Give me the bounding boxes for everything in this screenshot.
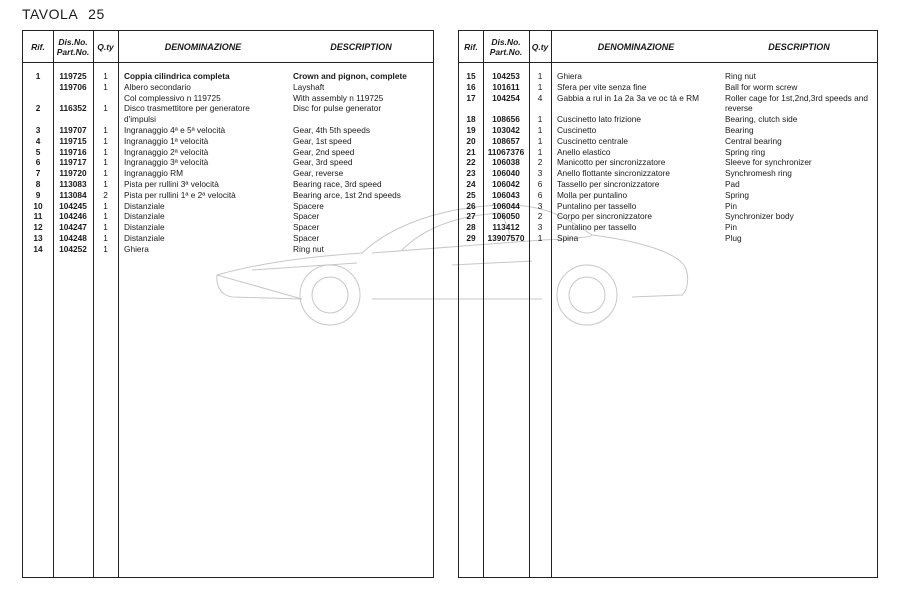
row-description: Spacer (293, 211, 320, 222)
page-title-label: TAVOLA (22, 6, 79, 22)
row-qty: 3 (537, 222, 543, 233)
row-qty: 1 (103, 243, 108, 254)
row-part-no: 119716 (59, 146, 87, 157)
row-qty: 2 (537, 157, 543, 168)
table-row (23, 179, 433, 190)
table-row (459, 114, 877, 125)
table-row (459, 93, 877, 104)
table-row (459, 168, 877, 179)
row-part-no: 13907570 (487, 232, 525, 243)
row-qty: 1 (537, 114, 543, 125)
row-qty: 1 (537, 232, 543, 243)
row-qty: 2 (537, 211, 543, 222)
row-denominazione: Cuscinetto centrale (557, 135, 629, 146)
row-denominazione: Cuscinetto (557, 124, 597, 135)
row-description: Sleeve for synchronizer (725, 157, 812, 168)
table-row (23, 136, 433, 147)
row-description: Disc for pulse generator (293, 103, 382, 114)
row-rif: 2 (35, 103, 41, 114)
row-rif: 26 (466, 200, 476, 211)
row-qty: 1 (103, 222, 108, 233)
row-denominazione: Ingranaggio RM (124, 168, 184, 179)
row-description: Synchronizer body (725, 211, 794, 222)
table-row (23, 157, 433, 168)
header-rif: Rif. (31, 41, 45, 52)
row-rif: 23 (466, 168, 476, 179)
row-part-no: 104253 (492, 71, 520, 81)
row-rif: 18 (466, 114, 476, 125)
header-description-right: DESCRIPTION (768, 41, 830, 52)
row-description: Pin (725, 200, 737, 211)
row-description: Gear, 2nd speed (293, 146, 355, 157)
row-denominazione: Cuscinetto lato frizione (557, 114, 641, 125)
header-dis-no-right: Dis.No. (491, 36, 521, 47)
row-part-no: 106044 (492, 200, 520, 211)
row-denominazione: Spina (557, 232, 579, 243)
row-rif: 24 (466, 178, 476, 189)
table-row (23, 93, 433, 104)
row-part-no: 101611 (492, 81, 520, 92)
row-qty: 1 (537, 146, 543, 157)
row-denominazione: Ingranaggio 2ª velocità (124, 146, 209, 157)
row-rif: 20 (466, 135, 476, 146)
row-denominazione: Distanziale (124, 211, 165, 222)
parts-table-left (22, 30, 434, 578)
row-rif: 16 (466, 81, 476, 92)
row-rif: 10 (33, 200, 43, 211)
row-description: Gear, 4th 5th speeds (293, 124, 371, 135)
row-denominazione: Ghiera (557, 71, 582, 81)
parts-table-right (458, 30, 878, 578)
header-dis-part (53, 31, 93, 62)
row-denominazione: Ingranaggio 4ª e 5ª velocità (124, 124, 226, 135)
row-part-no: 106040 (492, 168, 520, 179)
row-qty: 1 (537, 135, 543, 146)
row-qty: 4 (537, 92, 543, 103)
header-qty: Q.ty (97, 41, 114, 52)
row-denominazione: Puntalino per tassello (557, 222, 637, 233)
row-rif: 15 (466, 71, 476, 81)
table-row (459, 82, 877, 93)
row-denominazione: Albero secondario (124, 81, 191, 92)
row-description: Pin (725, 222, 737, 233)
row-qty: 1 (537, 71, 543, 81)
row-denominazione: Ghiera (124, 243, 149, 254)
row-rif: 4 (35, 135, 41, 146)
row-rif: 21 (466, 146, 476, 157)
table-row (23, 114, 433, 125)
row-description: Gear, reverse (293, 168, 344, 179)
row-part-no: 106038 (492, 157, 520, 168)
row-part-no: 104246 (59, 211, 87, 222)
right-rows (459, 71, 877, 244)
row-qty: 1 (103, 168, 108, 179)
row-denominazione: Molla per puntalino (557, 189, 628, 200)
table-row (23, 201, 433, 212)
table-row (23, 211, 433, 222)
table-row (459, 157, 877, 168)
row-description: Ball for worm screw (725, 81, 798, 92)
row-denominazione: Anello flottante sincronizzatore (557, 168, 670, 179)
row-qty: 3 (537, 168, 543, 179)
table-row (459, 136, 877, 147)
row-denominazione: Gabbia a rul in 1a 2a 3a ve oc tà e RM (557, 92, 700, 103)
row-description: Bearing (725, 124, 754, 135)
row-description: Crown and pignon, complete (293, 71, 407, 81)
row-denominazione: Tassello per sincronizzatore (557, 178, 660, 189)
row-part-no: 11067376 (487, 146, 525, 157)
row-qty: 1 (103, 232, 108, 243)
row-part-no: 119706 (59, 81, 87, 92)
row-description: Central bearing (725, 135, 782, 146)
row-description: With assembly n 119725 (293, 92, 384, 103)
row-qty: 6 (537, 189, 543, 200)
row-rif: 19 (466, 124, 476, 135)
row-part-no: 113412 (492, 222, 520, 233)
table-row (23, 168, 433, 179)
row-part-no: 108657 (492, 135, 520, 146)
row-denominazione: Pista per rullini 1ª e 2ª velocità (124, 189, 236, 200)
row-denominazione: Ingranaggio 1ª velocità (124, 135, 209, 146)
table-row (459, 71, 877, 82)
table-row (23, 147, 433, 158)
row-description: Pad (725, 178, 740, 189)
row-description: Ring nut (725, 71, 756, 81)
row-part-no: 113084 (59, 189, 87, 200)
row-description: Layshaft (293, 81, 325, 92)
table-row (459, 190, 877, 201)
row-rif: 6 (35, 157, 41, 168)
row-rif: 3 (35, 124, 41, 135)
row-part-no: 103042 (492, 124, 520, 135)
page-number: 25 (88, 6, 105, 22)
row-rif: 27 (466, 211, 476, 222)
row-rif: 1 (35, 71, 41, 81)
row-qty: 1 (103, 146, 108, 157)
row-qty: 2 (103, 189, 108, 200)
header-denominazione: DENOMINAZIONE (164, 41, 242, 52)
row-description: Spring (725, 189, 749, 200)
table-row (459, 233, 877, 244)
row-rif: 8 (35, 178, 41, 189)
header-dis-part-right (483, 31, 529, 62)
row-part-no: 119725 (59, 71, 87, 81)
row-rif: 9 (35, 189, 41, 200)
row-part-no: 106042 (492, 178, 520, 189)
row-part-no: 119720 (59, 168, 87, 179)
row-denominazione: Distanziale (124, 200, 165, 211)
table-row (459, 147, 877, 158)
row-description: Roller cage for 1st,2nd,3rd speeds and (725, 92, 868, 103)
row-part-no: 104248 (59, 232, 87, 243)
row-part-no: 116352 (59, 103, 87, 114)
header-part-no-right: Part.No. (489, 46, 523, 57)
row-description: Bearing arce, 1st 2nd speeds (293, 189, 401, 200)
row-part-no: 108656 (492, 114, 520, 125)
row-qty: 1 (103, 135, 108, 146)
row-qty: 1 (537, 81, 543, 92)
row-qty: 3 (537, 200, 543, 211)
row-part-no: 119707 (59, 124, 87, 135)
header-part-no: Part.No. (56, 46, 90, 57)
row-description: Spacer (293, 232, 320, 243)
table-row (23, 82, 433, 93)
table-row (459, 222, 877, 233)
row-qty: 1 (103, 71, 108, 81)
table-row (459, 103, 877, 114)
table-row (459, 201, 877, 212)
row-part-no: 104245 (59, 200, 87, 211)
row-part-no: 119715 (59, 135, 87, 146)
row-description: Ring nut (293, 243, 324, 254)
table-row (23, 103, 433, 114)
row-rif: 28 (466, 222, 476, 233)
row-denominazione: Distanziale (124, 232, 165, 243)
left-rows (23, 71, 433, 255)
row-denominazione: Ingranaggio 3ª velocità (124, 157, 209, 168)
table-row (459, 125, 877, 136)
row-denominazione: d'impulsi (124, 114, 157, 125)
row-qty: 1 (103, 103, 108, 114)
table-row (23, 190, 433, 201)
row-rif: 14 (33, 243, 43, 254)
row-denominazione: Col complessivo n 119725 (124, 92, 221, 103)
row-denominazione: Puntalino per tassello (557, 200, 637, 211)
row-description: Bearing, clutch side (725, 114, 798, 125)
page-title (22, 6, 105, 22)
row-denominazione: Manicotto per sincronizzatore (557, 157, 666, 168)
header-qty-right: Q.ty (531, 41, 549, 52)
row-denominazione: Distanziale (124, 222, 165, 233)
table-row (23, 233, 433, 244)
row-description: Synchromesh ring (725, 168, 792, 179)
row-denominazione: Corpo per sincronizzatore (557, 211, 652, 222)
row-denominazione: Pista per rullini 3ª velocità (124, 178, 219, 189)
table-row (459, 179, 877, 190)
row-description: reverse (725, 103, 753, 114)
row-rif: 5 (35, 146, 41, 157)
row-description: Plug (725, 232, 742, 243)
header-rif-right: Rif. (464, 41, 478, 52)
row-qty: 1 (103, 157, 108, 168)
row-rif: 29 (466, 232, 476, 243)
row-description: Gear, 1st speed (293, 135, 352, 146)
table-row (459, 211, 877, 222)
table-row (23, 125, 433, 136)
row-rif: 17 (466, 92, 476, 103)
row-description: Spacere (293, 200, 324, 211)
row-qty: 1 (103, 81, 108, 92)
row-qty: 1 (103, 178, 108, 189)
table-row (23, 244, 433, 255)
row-qty: 1 (537, 124, 543, 135)
table-row (23, 222, 433, 233)
row-qty: 6 (537, 178, 543, 189)
row-description: Spacer (293, 222, 320, 233)
row-denominazione: Coppia cilindrica completa (124, 71, 230, 81)
row-qty: 1 (103, 124, 108, 135)
row-part-no: 104254 (492, 92, 520, 103)
row-rif: 25 (466, 189, 476, 200)
row-rif: 11 (33, 211, 43, 222)
row-description: Gear, 3rd speed (293, 157, 353, 168)
table-row (23, 71, 433, 82)
row-part-no: 104247 (59, 222, 87, 233)
header-denominazione-right: DENOMINAZIONE (597, 41, 675, 52)
row-rif: 13 (33, 232, 43, 243)
row-rif: 22 (466, 157, 476, 168)
row-part-no: 119717 (59, 157, 87, 168)
row-part-no: 106050 (492, 211, 520, 222)
row-denominazione: Disco trasmettitore per generatore (124, 103, 250, 114)
header-dis-no: Dis.No. (58, 36, 88, 47)
row-description: Bearing race, 3rd speed (293, 178, 382, 189)
row-denominazione: Sfera per vite senza fine (557, 81, 647, 92)
row-denominazione: Anello elastico (557, 146, 611, 157)
header-description: DESCRIPTION (330, 41, 392, 52)
row-description: Spring ring (725, 146, 766, 157)
row-rif: 7 (35, 168, 41, 179)
row-qty: 1 (103, 211, 108, 222)
row-part-no: 113083 (59, 178, 87, 189)
row-qty: 1 (103, 200, 108, 211)
row-part-no: 106043 (492, 189, 520, 200)
row-part-no: 104252 (59, 243, 87, 254)
row-rif: 12 (33, 222, 43, 233)
